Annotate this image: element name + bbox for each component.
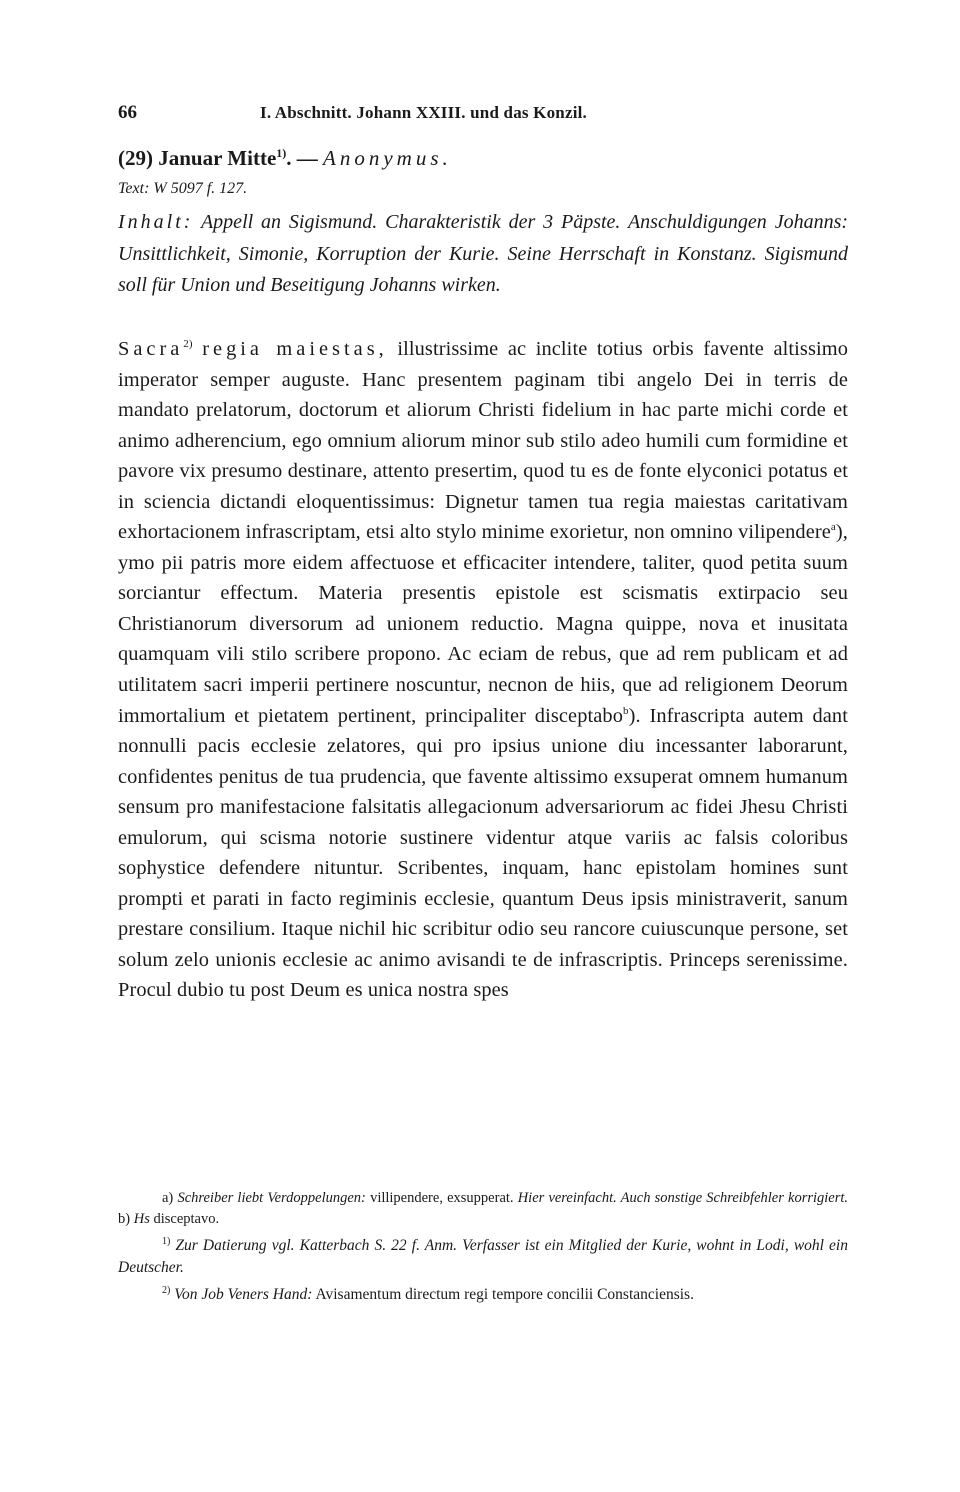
running-title: I. Abschnitt. Johann XXIII. und das Konzil. (260, 103, 587, 122)
footnote-2: $^{2)}$ Von Job Veners Hand: Avisamentum directum regi tempore concilii Constanciensis. (162, 1284, 694, 1303)
entry-date: Januar Mitte (158, 146, 277, 170)
incipit: Sacra (118, 338, 184, 360)
summary-label: Inhalt: (118, 211, 194, 233)
entry-dash: — (296, 146, 318, 170)
footnote-ref-1: 1) (276, 146, 287, 160)
entry-author: Anonymus. (323, 146, 452, 170)
source-line: Text: W 5097 f. 127. (118, 180, 248, 197)
notes-section (118, 1188, 848, 1306)
incipit-continued: regia maiestas, (202, 338, 388, 360)
letter-segment-2: ), ymo pii patris more eidem affectuose et efficaciter intendere, taliter, quod petita suum sorciantur effectum. Materia presentis epistole est scismatis extirpacio seu Christianorum diversorum ad unionem reductio. Magna quippe, nova et inusitata quamquam vili stilo scribere propono. Ac eciam de rebus, que ad rem publicam et ad utilitatem sacri imperii pertinere noscuntur, necnon de hiis, que ad religionem Deorum immortalium et pietatem pertinent, principaliter disceptabo (118, 521, 848, 727)
content-summary (118, 207, 848, 302)
entry-number: (29) (118, 146, 153, 170)
letter-segment-3: ). Infrascripta autem dant nonnulli pacis ecclesie zelatores, qui pro ipsius unione diu incessanter laborarunt, confidentes penitus de tua prudencia, que favente altissimo exsuperat omnem humanum sensum pro manifestacione falsitatis allegacionum adversariorum ac fidei Jhesu Christi emulorum, qui scisma notorie sustinere videntur atque variis ac falsis coloribus sophystice defendere nituntur. Scribentes, inquam, hanc epistolam homines sunt prompti et parati in facto regiminis ecclesie, quantum Deus ipsis ministraverit, sanum prestare consilium. Itaque nichil hic scribitur odio seu rancore cuiuscunque persone, set solum zelo unionis ecclesie ac animo avisandi te de infrascriptis. Princeps serenissime. Procul dubio tu post Deum es unica nostra spes (118, 704, 848, 1002)
letter-text (118, 334, 848, 1006)
note-ref-b: b (623, 704, 629, 717)
summary-text: Appell an Sigismund. Charakteristik der 3 Päpste. Anschuldigungen Johanns: Unsittlichkeit, Simonie, Korruption der Kurie. Seine Herrschaft in Konstanz. Sigismund soll für Union und Beseitigung Johanns wirken. (118, 211, 849, 296)
text-note-a: a) Schreiber liebt Verdoppelungen: villipendere, exsupperat. Hier vereinfacht. Auch sonstige Schreibfehler korrigiert. b) Hs disceptavo. (118, 1190, 849, 1227)
entry-heading: (29) Januar Mitte$^{1)}$. — Anonymus. (118, 146, 452, 170)
footnote-ref-2: 2) (183, 338, 193, 351)
note-ref-a: a (830, 521, 836, 534)
letter-segment-1: illustrissime ac inclite totius orbis favente altissimo imperator semper auguste. Hanc presentem paginam tibi angelo Dei in terris de mandato prelatorum, doctorum et aliorum Christi fidelium in hac parte michi corde et animo adherencium, ego omnium aliorum minor sub stilo adeo humili cum formidine et pavore vix presumo destinare, attento presertim, quod tu es de fonte elyconici potatus et in sciencia dictandi eloquentissimus: Dignetur tamen tua regia maiestas caritativam exhortacionem infrascriptam, etsi alto stylo minime exorietur, non omnino vilipendere (118, 338, 849, 544)
page-number: 66 (118, 102, 137, 123)
footnote-1: $^{1)}$ Zur Datierung vgl. Katterbach S. 22 f. Anm. Verfasser ist ein Mitglied der Kurie, wohnt in Lodi, wohl ein Deutscher. (118, 1235, 848, 1276)
